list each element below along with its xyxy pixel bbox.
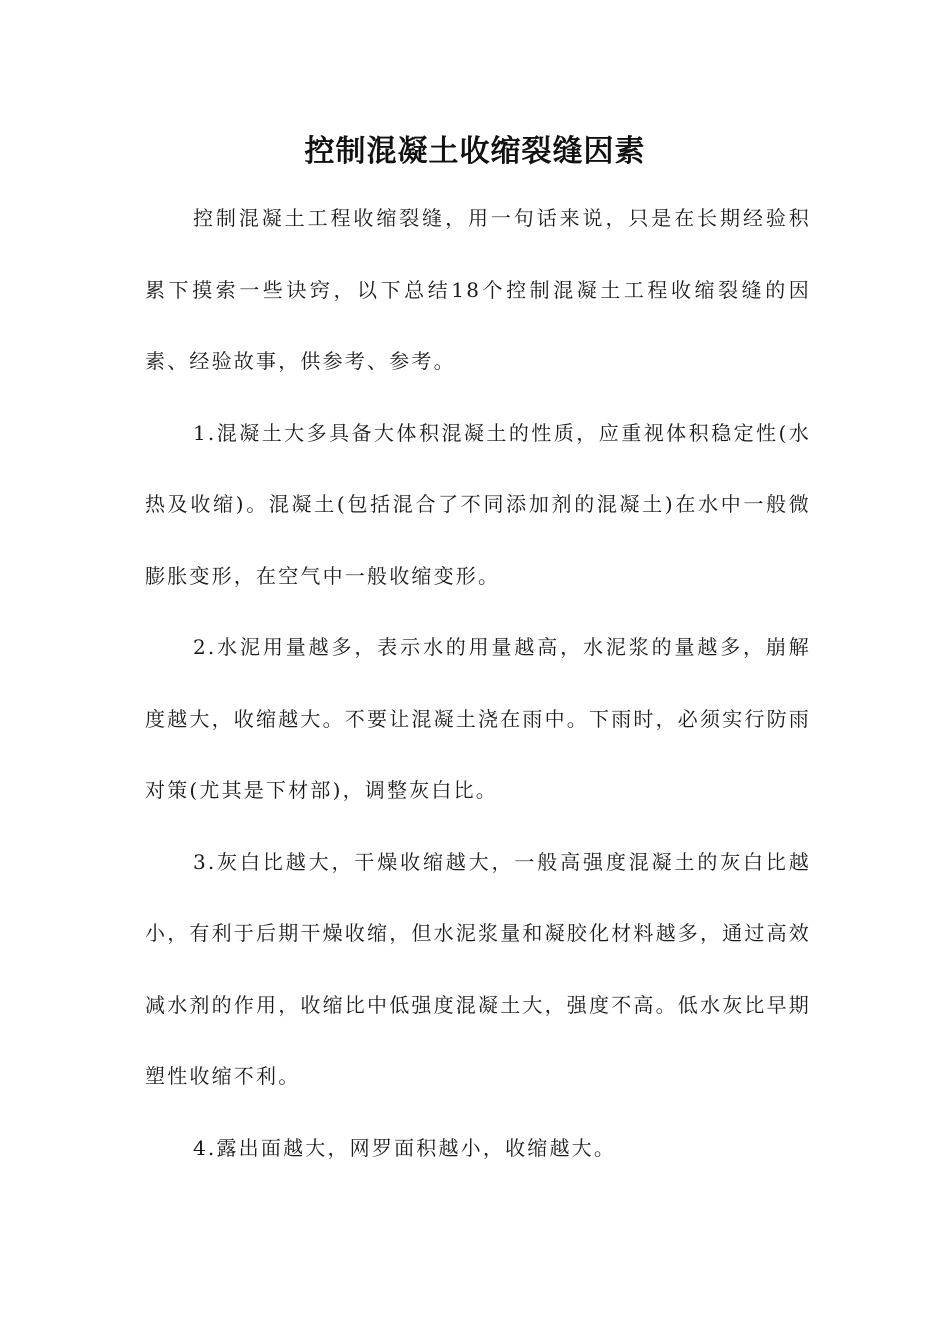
paragraph-item-2: 2.水泥用量越多，表示水的用量越高，水泥浆的量越多，崩解度越大，收缩越大。不要让混凝土浇在雨中。下雨时，必须实行防雨对策(尤其是下材部)，调整灰白比。 — [145, 635, 811, 802]
paragraph-item-3: 3.灰白比越大，干燥收缩越大，一般高强度混凝土的灰白比越小，有利于后期干燥收缩，但水泥浆量和凝胶化材料越多，通过高效减水剂的作用，收缩比中低强度混凝土大，强度不高。低水灰比早期塑性收缩不利。 — [145, 849, 811, 1088]
paragraph-intro: 控制混凝土工程收缩裂缝，用一句话来说，只是在长期经验积累下摸索一些诀窍，以下总结18个控制混凝土工程收缩裂缝的因素、经验故事，供参考、参考。 — [145, 206, 811, 373]
document-title: 控制混凝土收缩裂缝因素 — [304, 134, 646, 169]
document-body — [145, 183, 811, 1184]
paragraph-item-1: 1.混凝土大多具备大体积混凝土的性质，应重视体积稳定性(水热及收缩)。混凝土(包括混合了不同添加剂的混凝土)在水中一般微膨胀变形，在空气中一般收缩变形。 — [145, 420, 811, 588]
paragraph-item-4: 4.露出面越大，网罗面积越小，收缩越大。 — [193, 1135, 617, 1160]
